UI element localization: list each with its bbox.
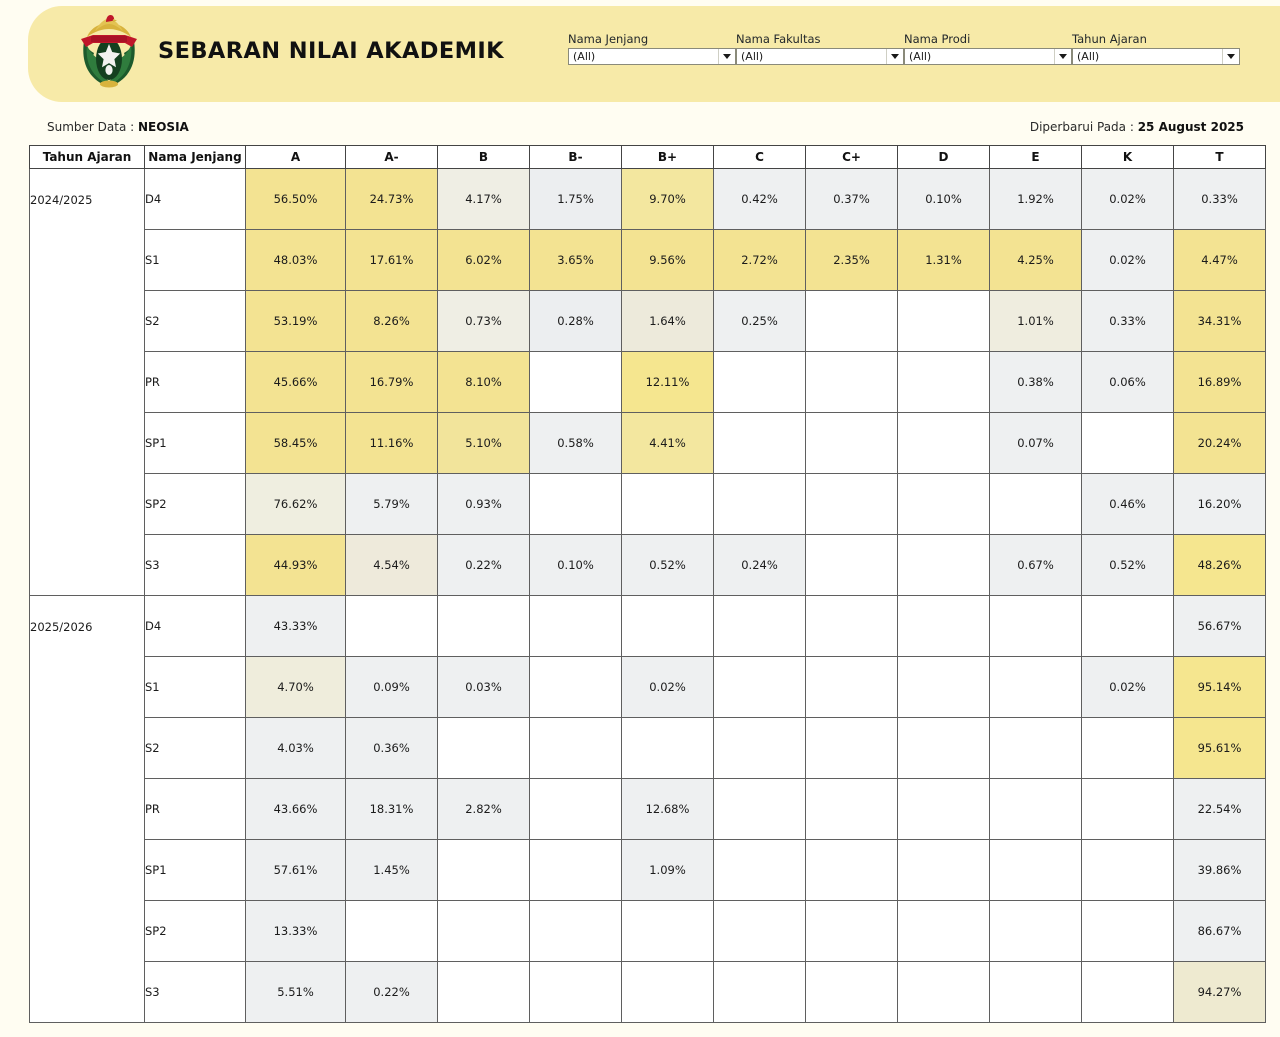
cell-b-value: 0.93% xyxy=(438,474,530,535)
filter-bar xyxy=(568,32,1240,65)
cell-a-value: 24.73% xyxy=(346,169,438,230)
cell-a-value: 5.51% xyxy=(246,962,346,1023)
cell-c-value: 0.25% xyxy=(714,291,806,352)
cell-nama-jenjang: S2 xyxy=(145,718,246,779)
cell-t-value: 95.61% xyxy=(1174,718,1266,779)
cell-e-value xyxy=(990,474,1082,535)
filter-nama-jenjang-value: (All) xyxy=(573,50,596,63)
cell-t-value: 86.67% xyxy=(1174,901,1266,962)
cell-a-value: 13.33% xyxy=(246,901,346,962)
cell-c-value xyxy=(714,718,806,779)
chevron-down-icon[interactable] xyxy=(886,49,903,64)
cell-c-value xyxy=(806,413,898,474)
cell-a-value: 43.33% xyxy=(246,596,346,657)
cell-c-value: 0.37% xyxy=(806,169,898,230)
cell-t-value: 16.89% xyxy=(1174,352,1266,413)
university-crest-icon xyxy=(73,15,145,91)
chevron-down-icon[interactable] xyxy=(1222,49,1239,64)
table-row xyxy=(30,962,1266,1023)
cell-b-value xyxy=(530,352,622,413)
cell-d-value xyxy=(898,474,990,535)
column-header-b: B+ xyxy=(622,146,714,169)
cell-b-value: 9.56% xyxy=(622,230,714,291)
cell-c-value xyxy=(714,352,806,413)
cell-c-value xyxy=(714,657,806,718)
cell-b-value xyxy=(438,718,530,779)
cell-b-value xyxy=(530,901,622,962)
cell-e-value: 1.01% xyxy=(990,291,1082,352)
cell-nama-jenjang: SP2 xyxy=(145,901,246,962)
column-header-nama-jenjang: Nama Jenjang xyxy=(145,146,246,169)
cell-e-value xyxy=(990,779,1082,840)
filter-nama-jenjang-label: Nama Jenjang xyxy=(568,32,649,46)
filter-tahun-ajaran xyxy=(1072,32,1240,65)
cell-e-value: 0.67% xyxy=(990,535,1082,596)
cell-b-value xyxy=(530,779,622,840)
cell-b-value: 0.58% xyxy=(530,413,622,474)
column-header-b: B xyxy=(438,146,530,169)
cell-a-value: 4.70% xyxy=(246,657,346,718)
cell-d-value xyxy=(898,291,990,352)
cell-c-value xyxy=(714,596,806,657)
cell-d-value xyxy=(898,962,990,1023)
cell-b-value xyxy=(530,718,622,779)
filter-nama-jenjang xyxy=(568,32,736,65)
cell-b-value: 5.10% xyxy=(438,413,530,474)
cell-t-value: 20.24% xyxy=(1174,413,1266,474)
cell-c-value xyxy=(714,474,806,535)
cell-c-value xyxy=(806,962,898,1023)
cell-a-value: 18.31% xyxy=(346,779,438,840)
filter-tahun-ajaran-value: (All) xyxy=(1077,50,1100,63)
cell-a-value: 44.93% xyxy=(246,535,346,596)
cell-c-value xyxy=(806,535,898,596)
cell-d-value xyxy=(898,779,990,840)
cell-t-value: 56.67% xyxy=(1174,596,1266,657)
cell-b-value: 9.70% xyxy=(622,169,714,230)
filter-nama-fakultas-value: (All) xyxy=(741,50,764,63)
filter-nama-jenjang-select[interactable] xyxy=(568,48,736,65)
cell-a-value: 53.19% xyxy=(246,291,346,352)
cell-e-value xyxy=(990,596,1082,657)
table-row xyxy=(30,718,1266,779)
table-row xyxy=(30,474,1266,535)
cell-k-value: 0.52% xyxy=(1082,535,1174,596)
table-row xyxy=(30,535,1266,596)
cell-b-value: 1.09% xyxy=(622,840,714,901)
cell-b-value: 1.64% xyxy=(622,291,714,352)
table-row xyxy=(30,840,1266,901)
last-updated-value: 25 August 2025 xyxy=(1137,120,1244,134)
cell-d-value xyxy=(898,657,990,718)
cell-c-value xyxy=(806,291,898,352)
cell-k-value xyxy=(1082,596,1174,657)
table-row xyxy=(30,230,1266,291)
cell-a-value: 4.54% xyxy=(346,535,438,596)
cell-a-value: 17.61% xyxy=(346,230,438,291)
cell-e-value: 1.92% xyxy=(990,169,1082,230)
filter-nama-prodi-select[interactable] xyxy=(904,48,1072,65)
column-header-a: A- xyxy=(346,146,438,169)
cell-c-value xyxy=(714,962,806,1023)
cell-e-value xyxy=(990,901,1082,962)
cell-a-value: 1.45% xyxy=(346,840,438,901)
cell-a-value: 48.03% xyxy=(246,230,346,291)
cell-c-value xyxy=(806,657,898,718)
filter-nama-fakultas-select[interactable] xyxy=(736,48,904,65)
cell-d-value: 0.10% xyxy=(898,169,990,230)
cell-t-value: 4.47% xyxy=(1174,230,1266,291)
cell-d-value xyxy=(898,718,990,779)
meta-row xyxy=(0,120,1280,142)
cell-b-value: 12.68% xyxy=(622,779,714,840)
cell-nama-jenjang: S3 xyxy=(145,962,246,1023)
cell-c-value xyxy=(714,901,806,962)
cell-b-value: 1.75% xyxy=(530,169,622,230)
cell-a-value: 45.66% xyxy=(246,352,346,413)
cell-b-value xyxy=(622,596,714,657)
cell-b-value xyxy=(622,718,714,779)
table-row xyxy=(30,413,1266,474)
cell-k-value: 0.06% xyxy=(1082,352,1174,413)
column-header-a: A xyxy=(246,146,346,169)
cell-nama-jenjang: S3 xyxy=(145,535,246,596)
cell-k-value: 0.33% xyxy=(1082,291,1174,352)
cell-k-value xyxy=(1082,962,1174,1023)
cell-tahun-ajaran: 2025/2026 xyxy=(30,596,145,1023)
cell-c-value xyxy=(806,779,898,840)
filter-nama-prodi-value: (All) xyxy=(909,50,932,63)
cell-b-value xyxy=(530,657,622,718)
filter-tahun-ajaran-label: Tahun Ajaran xyxy=(1072,32,1147,46)
cell-e-value xyxy=(990,718,1082,779)
cell-a-value xyxy=(346,901,438,962)
cell-c-value xyxy=(714,840,806,901)
cell-t-value: 34.31% xyxy=(1174,291,1266,352)
cell-b-value: 3.65% xyxy=(530,230,622,291)
cell-t-value: 39.86% xyxy=(1174,840,1266,901)
cell-d-value: 1.31% xyxy=(898,230,990,291)
cell-nama-jenjang: SP1 xyxy=(145,413,246,474)
chevron-down-icon[interactable] xyxy=(718,49,735,64)
cell-b-value: 0.28% xyxy=(530,291,622,352)
column-header-c: C xyxy=(714,146,806,169)
cell-b-value: 2.82% xyxy=(438,779,530,840)
cell-b-value: 0.02% xyxy=(622,657,714,718)
cell-a-value: 58.45% xyxy=(246,413,346,474)
cell-nama-jenjang: SP1 xyxy=(145,840,246,901)
cell-t-value: 22.54% xyxy=(1174,779,1266,840)
cell-k-value xyxy=(1082,840,1174,901)
cell-t-value: 0.33% xyxy=(1174,169,1266,230)
column-header-c: C+ xyxy=(806,146,898,169)
cell-c-value xyxy=(806,474,898,535)
cell-a-value: 4.03% xyxy=(246,718,346,779)
cell-d-value xyxy=(898,535,990,596)
cell-b-value xyxy=(438,962,530,1023)
column-header-t: T xyxy=(1174,146,1266,169)
cell-a-value: 5.79% xyxy=(346,474,438,535)
cell-b-value xyxy=(530,962,622,1023)
table-row xyxy=(30,901,1266,962)
cell-k-value: 0.02% xyxy=(1082,657,1174,718)
cell-c-value xyxy=(806,840,898,901)
grade-distribution-table xyxy=(29,145,1266,1023)
column-header-b: B- xyxy=(530,146,622,169)
cell-a-value: 57.61% xyxy=(246,840,346,901)
cell-c-value xyxy=(806,718,898,779)
cell-b-value: 0.52% xyxy=(622,535,714,596)
cell-a-value: 76.62% xyxy=(246,474,346,535)
cell-a-value: 43.66% xyxy=(246,779,346,840)
cell-c-value: 2.72% xyxy=(714,230,806,291)
cell-b-value xyxy=(622,901,714,962)
cell-c-value: 0.42% xyxy=(714,169,806,230)
cell-nama-jenjang: S2 xyxy=(145,291,246,352)
cell-e-value xyxy=(990,657,1082,718)
cell-k-value: 0.46% xyxy=(1082,474,1174,535)
cell-e-value: 0.38% xyxy=(990,352,1082,413)
cell-b-value: 0.10% xyxy=(530,535,622,596)
cell-t-value: 95.14% xyxy=(1174,657,1266,718)
cell-b-value: 0.03% xyxy=(438,657,530,718)
cell-b-value: 0.22% xyxy=(438,535,530,596)
table-row xyxy=(30,169,1266,230)
last-updated-label: Diperbarui Pada : xyxy=(1029,120,1138,134)
cell-a-value: 16.79% xyxy=(346,352,438,413)
header-banner xyxy=(28,6,1280,102)
table-body xyxy=(30,169,1266,1023)
table-row xyxy=(30,657,1266,718)
table-row xyxy=(30,596,1266,657)
cell-t-value: 94.27% xyxy=(1174,962,1266,1023)
filter-nama-prodi xyxy=(904,32,1072,65)
cell-b-value: 12.11% xyxy=(622,352,714,413)
cell-d-value xyxy=(898,596,990,657)
cell-b-value: 4.17% xyxy=(438,169,530,230)
cell-b-value: 0.73% xyxy=(438,291,530,352)
cell-nama-jenjang: S1 xyxy=(145,230,246,291)
cell-nama-jenjang: PR xyxy=(145,352,246,413)
table-header xyxy=(30,146,1266,169)
cell-b-value xyxy=(530,474,622,535)
cell-b-value: 4.41% xyxy=(622,413,714,474)
cell-k-value: 0.02% xyxy=(1082,169,1174,230)
cell-b-value xyxy=(530,840,622,901)
cell-t-value: 16.20% xyxy=(1174,474,1266,535)
cell-nama-jenjang: S1 xyxy=(145,657,246,718)
last-updated xyxy=(1030,120,1244,134)
column-header-tahun-ajaran: Tahun Ajaran xyxy=(30,146,145,169)
table-row xyxy=(30,291,1266,352)
cell-c-value xyxy=(806,596,898,657)
table-row xyxy=(30,352,1266,413)
table-header-row xyxy=(30,146,1266,169)
cell-b-value: 8.10% xyxy=(438,352,530,413)
cell-k-value xyxy=(1082,901,1174,962)
cell-c-value xyxy=(714,779,806,840)
cell-c-value: 2.35% xyxy=(806,230,898,291)
cell-a-value xyxy=(346,596,438,657)
column-header-k: K xyxy=(1082,146,1174,169)
filter-tahun-ajaran-select[interactable] xyxy=(1072,48,1240,65)
cell-a-value: 0.09% xyxy=(346,657,438,718)
cell-nama-jenjang: D4 xyxy=(145,169,246,230)
cell-b-value xyxy=(438,840,530,901)
cell-b-value: 6.02% xyxy=(438,230,530,291)
cell-e-value xyxy=(990,840,1082,901)
cell-a-value: 8.26% xyxy=(346,291,438,352)
cell-a-value: 0.36% xyxy=(346,718,438,779)
page-title: SEBARAN NILAI AKADEMIK xyxy=(158,38,505,64)
cell-a-value: 11.16% xyxy=(346,413,438,474)
cell-b-value xyxy=(622,962,714,1023)
cell-c-value: 0.24% xyxy=(714,535,806,596)
data-source-value: NEOSIA xyxy=(137,120,189,134)
cell-d-value xyxy=(898,840,990,901)
cell-nama-jenjang: PR xyxy=(145,779,246,840)
cell-d-value xyxy=(898,901,990,962)
table-row xyxy=(30,779,1266,840)
cell-nama-jenjang: SP2 xyxy=(145,474,246,535)
cell-a-value: 0.22% xyxy=(346,962,438,1023)
cell-t-value: 48.26% xyxy=(1174,535,1266,596)
cell-d-value xyxy=(898,413,990,474)
filter-nama-prodi-label: Nama Prodi xyxy=(904,32,971,46)
data-source xyxy=(47,120,189,134)
cell-d-value xyxy=(898,352,990,413)
grade-distribution-table-wrapper xyxy=(29,145,1251,1023)
cell-c-value xyxy=(806,901,898,962)
cell-e-value: 0.07% xyxy=(990,413,1082,474)
cell-k-value xyxy=(1082,413,1174,474)
filter-nama-fakultas-label: Nama Fakultas xyxy=(736,32,821,46)
cell-k-value: 0.02% xyxy=(1082,230,1174,291)
cell-b-value xyxy=(438,596,530,657)
cell-tahun-ajaran: 2024/2025 xyxy=(30,169,145,596)
column-header-e: E xyxy=(990,146,1082,169)
cell-b-value xyxy=(530,596,622,657)
cell-a-value: 56.50% xyxy=(246,169,346,230)
cell-nama-jenjang: D4 xyxy=(145,596,246,657)
cell-e-value xyxy=(990,962,1082,1023)
cell-c-value xyxy=(806,352,898,413)
cell-c-value xyxy=(714,413,806,474)
column-header-d: D xyxy=(898,146,990,169)
filter-nama-fakultas xyxy=(736,32,904,65)
data-source-label: Sumber Data : xyxy=(47,120,138,134)
cell-e-value: 4.25% xyxy=(990,230,1082,291)
chevron-down-icon[interactable] xyxy=(1054,49,1071,64)
cell-k-value xyxy=(1082,718,1174,779)
cell-b-value xyxy=(438,901,530,962)
cell-k-value xyxy=(1082,779,1174,840)
cell-b-value xyxy=(622,474,714,535)
